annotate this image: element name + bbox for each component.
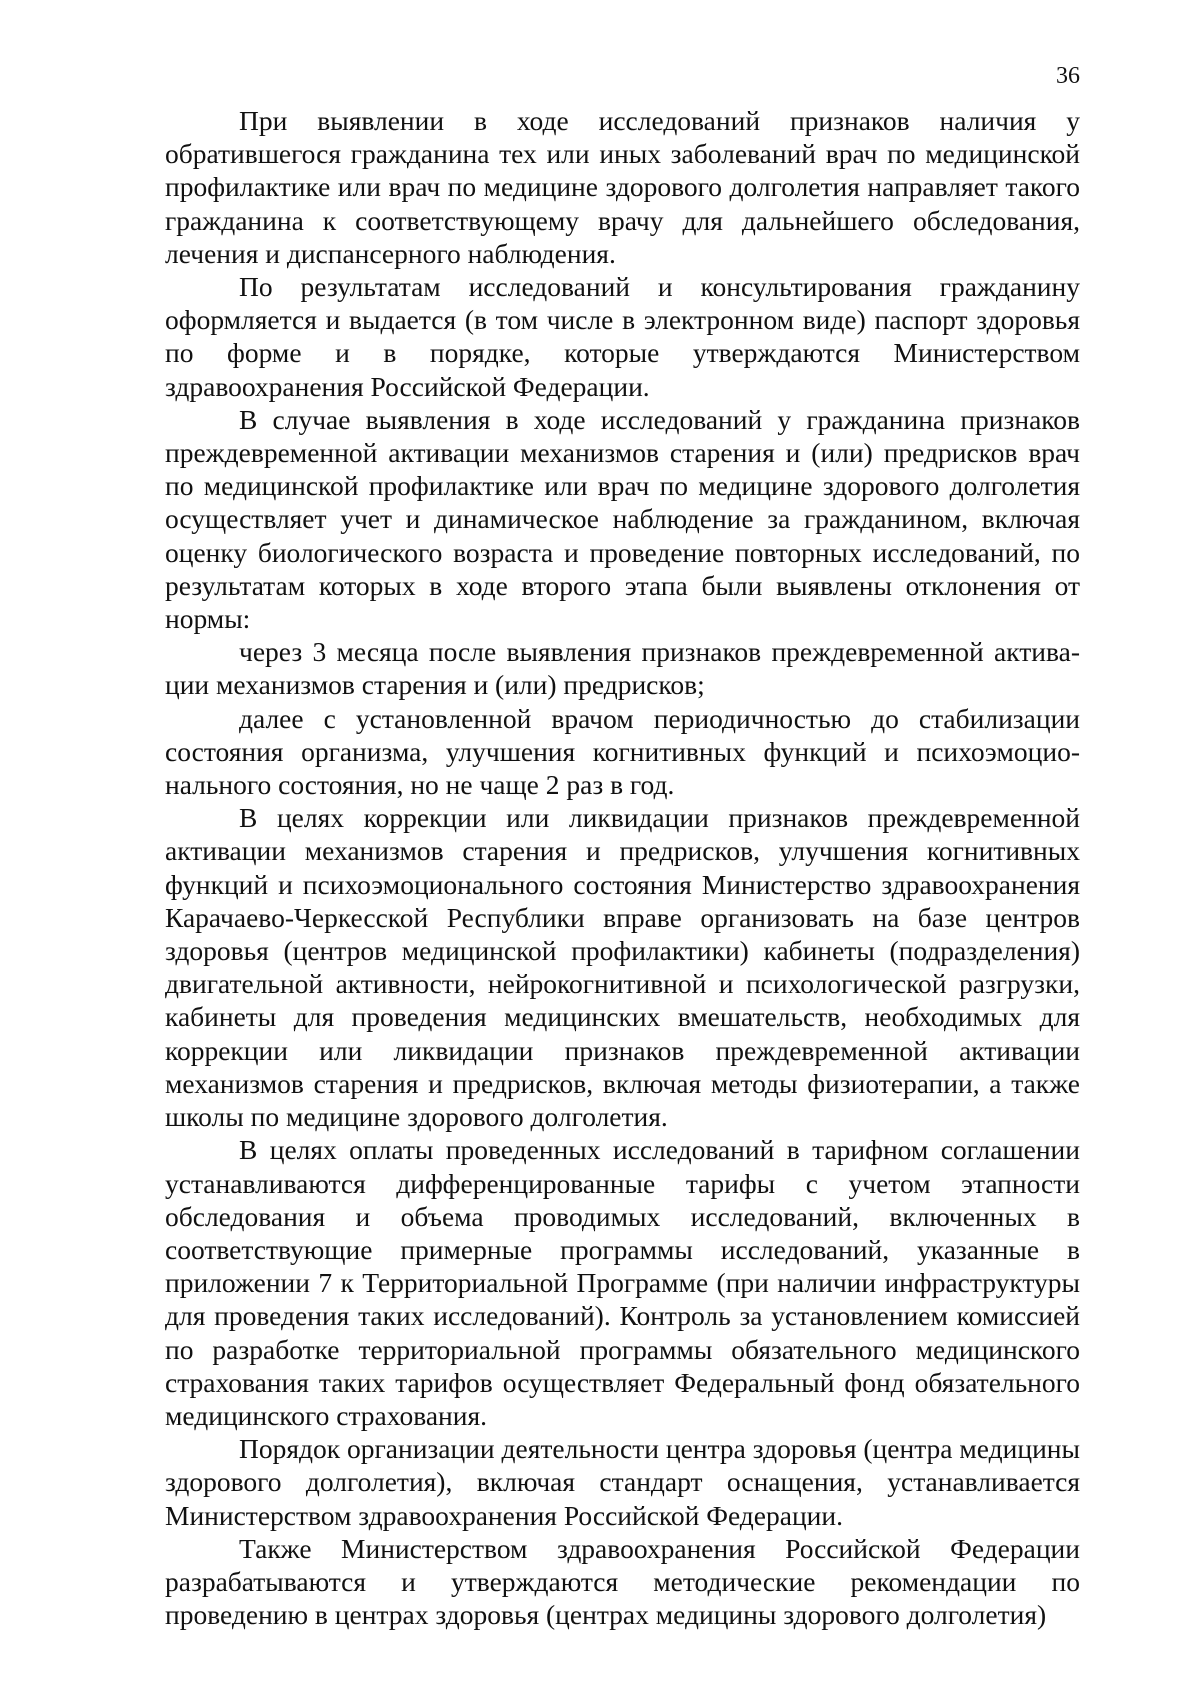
paragraph: В случае выявления в ходе исследований у гражданина признаков преждевременной активации механизмов старения и (или) предрисков врач по медицинской профилактике или врач по медицине здорового долголетия осуществляет учет и динамическое наблюдение за гражданином, включая оценку биологического возраста и проведение повторных исследований, по результатам которых в ходе второго этапа были выявлены отклонения от нормы: [165,403,1080,635]
page-number: 36 [1056,63,1080,89]
paragraph: По результатам исследований и консультирования гражданину оформляется и выдается (в том числе в электронном виде) паспорт здоровья по форме и в порядке, которые утверждаются Министерством здравоохранения Российской Федерации. [165,271,1080,402]
body-text [165,104,1080,1631]
paragraph: В целях коррекции или ликвидации признаков преждевременной активации механизмов старения и предрисков, улучшения когнитивных функций и психоэмоционального состояния Министерство здравоохранения Карачаево-Черкесской Республики вправе организовать на базе центров здоровья (центров медицинской профилактики) кабинеты (подразделения) двигательной активности, нейрокогнитивной и психологической разгрузки, кабинеты для проведения медицинских вмешательств, необходимых для коррекции или ликвидации признаков преждевременной активации механизмов старения и предрисков, включая методы физиотерапии, а также школы по медицине здорового долголетия. [165,802,1080,1133]
paragraph: Порядок организации деятельности центра здоровья (центра медицины здорового долголетия), включая стандарт оснащения, устанавливается Министерством здравоохранения Российской Федерации. [165,1433,1080,1531]
paragraph: При выявлении в ходе исследований признаков наличия у обратившегося гражданина тех или иных заболеваний врач по медицинской профилактике или врач по медицине здорового долголетия направляет такого гражданина к соответствующему врачу для дальнейшего обследования, лечения и диспансерного наблюдения. [165,105,1080,269]
paragraph: Также Министерством здравоохранения Российской Федерации разрабатываются и утверждаются методические рекомендации по проведению в центрах здоровья (центрах медицины здорового долголетия) [165,1532,1080,1631]
paragraph: через 3 месяца после выявления признаков преждевременной активации механизмов старения и (или) предрисков; [165,636,1080,701]
paragraph: В целях оплаты проведенных исследований в тарифном соглашении устанавливаются дифференцированные тарифы с учетом этапности обследования и объема проводимых исследований, включенных в соответствующие примерные программы исследований, указанные в приложении 7 к Территориальной Программе (при наличии инфраструктуры для проведения таких исследований). Контроль за установлением комиссией по разработке территориальной программы обязательного медицинского страхования таких тарифов осуществляет Федеральный фонд обязательного медицинского страхования. [165,1134,1080,1431]
paragraph: далее с установленной врачом периодичностью до стабилизации состояния организма, улучшения когнитивных функций и психоэмоционального состояния, но не чаще 2 раз в год. [165,702,1080,801]
